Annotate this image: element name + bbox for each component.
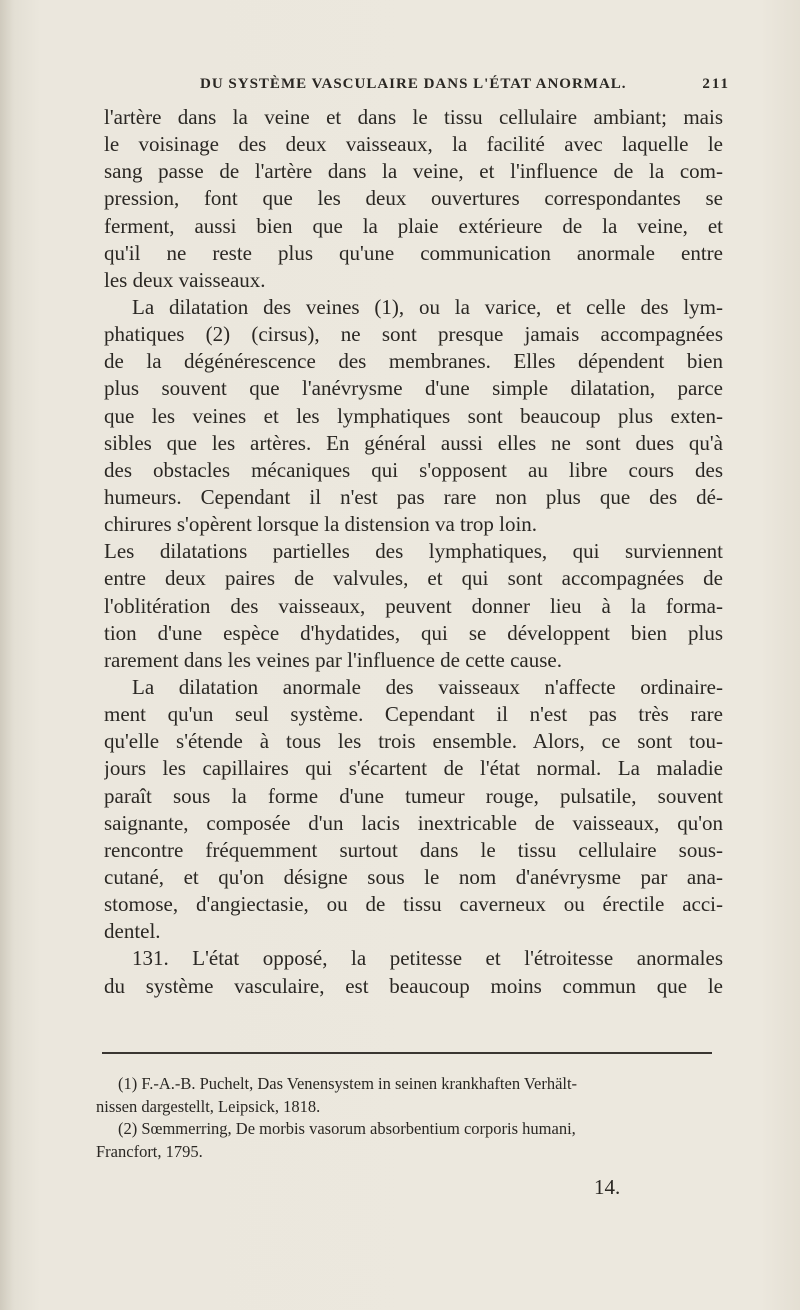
text-line: du système vasculaire, est beaucoup moins commun que le (104, 973, 723, 998)
text-line: chirures s'opèrent lorsque la distension va trop loin. (104, 512, 538, 537)
text-line: pression, font que les deux ouvertures correspondantes se (104, 186, 723, 211)
text-line: cutané, et qu'on désigne sous le nom d'anévrysme par ana- (104, 864, 723, 889)
text-line: ment qu'un seul système. Cependant il n'est pas très rare (104, 702, 723, 727)
footnote-line: nissen dargestellt, Leipsick, 1818. (96, 1096, 321, 1116)
text-line: stomose, d'angiectasie, ou de tissu caverneux ou érectile acci- (104, 892, 723, 917)
text-line: qu'elle s'étende à tous les trois ensemble. Alors, ce sont tou- (104, 729, 723, 754)
text-line: l'oblitération des vaisseaux, peuvent donner lieu à la forma- (104, 593, 723, 618)
main-text (104, 104, 723, 1000)
text-line: rencontre fréquemment surtout dans le tissu cellulaire sous- (104, 837, 723, 862)
text-line: entre deux paires de valvules, et qui sont accompagnées de (104, 566, 723, 591)
text-line: La dilatation anormale des vaisseaux n'affecte ordinaire- (132, 674, 723, 699)
text-line: l'artère dans la veine et dans le tissu cellulaire ambiant; mais (104, 105, 723, 129)
text-line: jours les capillaires qui s'écartent de l'état normal. La maladie (104, 756, 723, 781)
text-line: sibles que les artères. En général aussi elles ne sont dues qu'à (104, 430, 723, 455)
running-title: DU SYSTÈME VASCULAIRE DANS L'ÉTAT ANORMAL. (200, 76, 627, 92)
text-line: dentel. (104, 919, 161, 944)
text-line: sang passe de l'artère dans la veine, et l'influence de la com- (104, 159, 723, 184)
footnote-rule (102, 1052, 712, 1054)
text-line: paraît sous la forme d'une tumeur rouge, pulsatile, souvent (104, 783, 723, 808)
text-line: humeurs. Cependant il n'est pas rare non plus que des dé- (104, 484, 723, 509)
signature-mark: 14. (594, 1175, 621, 1199)
footnote-line: (2) Sœmmerring, De morbis vasorum absorbentium corporis humani, (118, 1119, 576, 1138)
footnote-line: Francfort, 1795. (96, 1141, 203, 1161)
text-line: des obstacles mécaniques qui s'opposent au libre cours des (104, 457, 723, 482)
text-line: qu'il ne reste plus qu'une communication anormale entre (104, 240, 723, 265)
text-line: phatiques (2) (cirsus), ne sont presque jamais accompagnées (104, 322, 723, 347)
text-line: saignante, composée d'un lacis inextricable de vaisseaux, qu'on (104, 810, 723, 835)
text-line: La dilatation des veines (1), ou la varice, et celle des lym- (132, 294, 723, 319)
footnotes (96, 1073, 721, 1163)
text-line: plus souvent que l'anévrysme d'une simple dilatation, parce (104, 376, 723, 401)
text-line: 131. L'état opposé, la petitesse et l'étroitesse anormales (132, 946, 723, 971)
running-header (200, 76, 730, 93)
page-number: 211 (702, 76, 730, 92)
text-line: tion d'une espèce d'hydatides, qui se développent bien plus (104, 620, 723, 645)
text-line: que les veines et les lymphatiques sont beaucoup plus exten- (104, 403, 723, 428)
text-line: Les dilatations partielles des lymphatiques, qui surviennent (104, 539, 723, 564)
text-line: de la dégénérescence des membranes. Elles dépendent bien (104, 349, 723, 374)
text-line: rarement dans les veines par l'influence de cette cause. (104, 647, 562, 672)
footnote-line: (1) F.-A.-B. Puchelt, Das Venensystem in seinen krankhaften Verhält- (118, 1074, 578, 1093)
text-line: le voisinage des deux vaisseaux, la facilité avec laquelle le (104, 132, 723, 157)
text-line: les deux vaisseaux. (104, 267, 266, 292)
text-line: ferment, aussi bien que la plaie extérieure de la veine, et (104, 213, 723, 238)
